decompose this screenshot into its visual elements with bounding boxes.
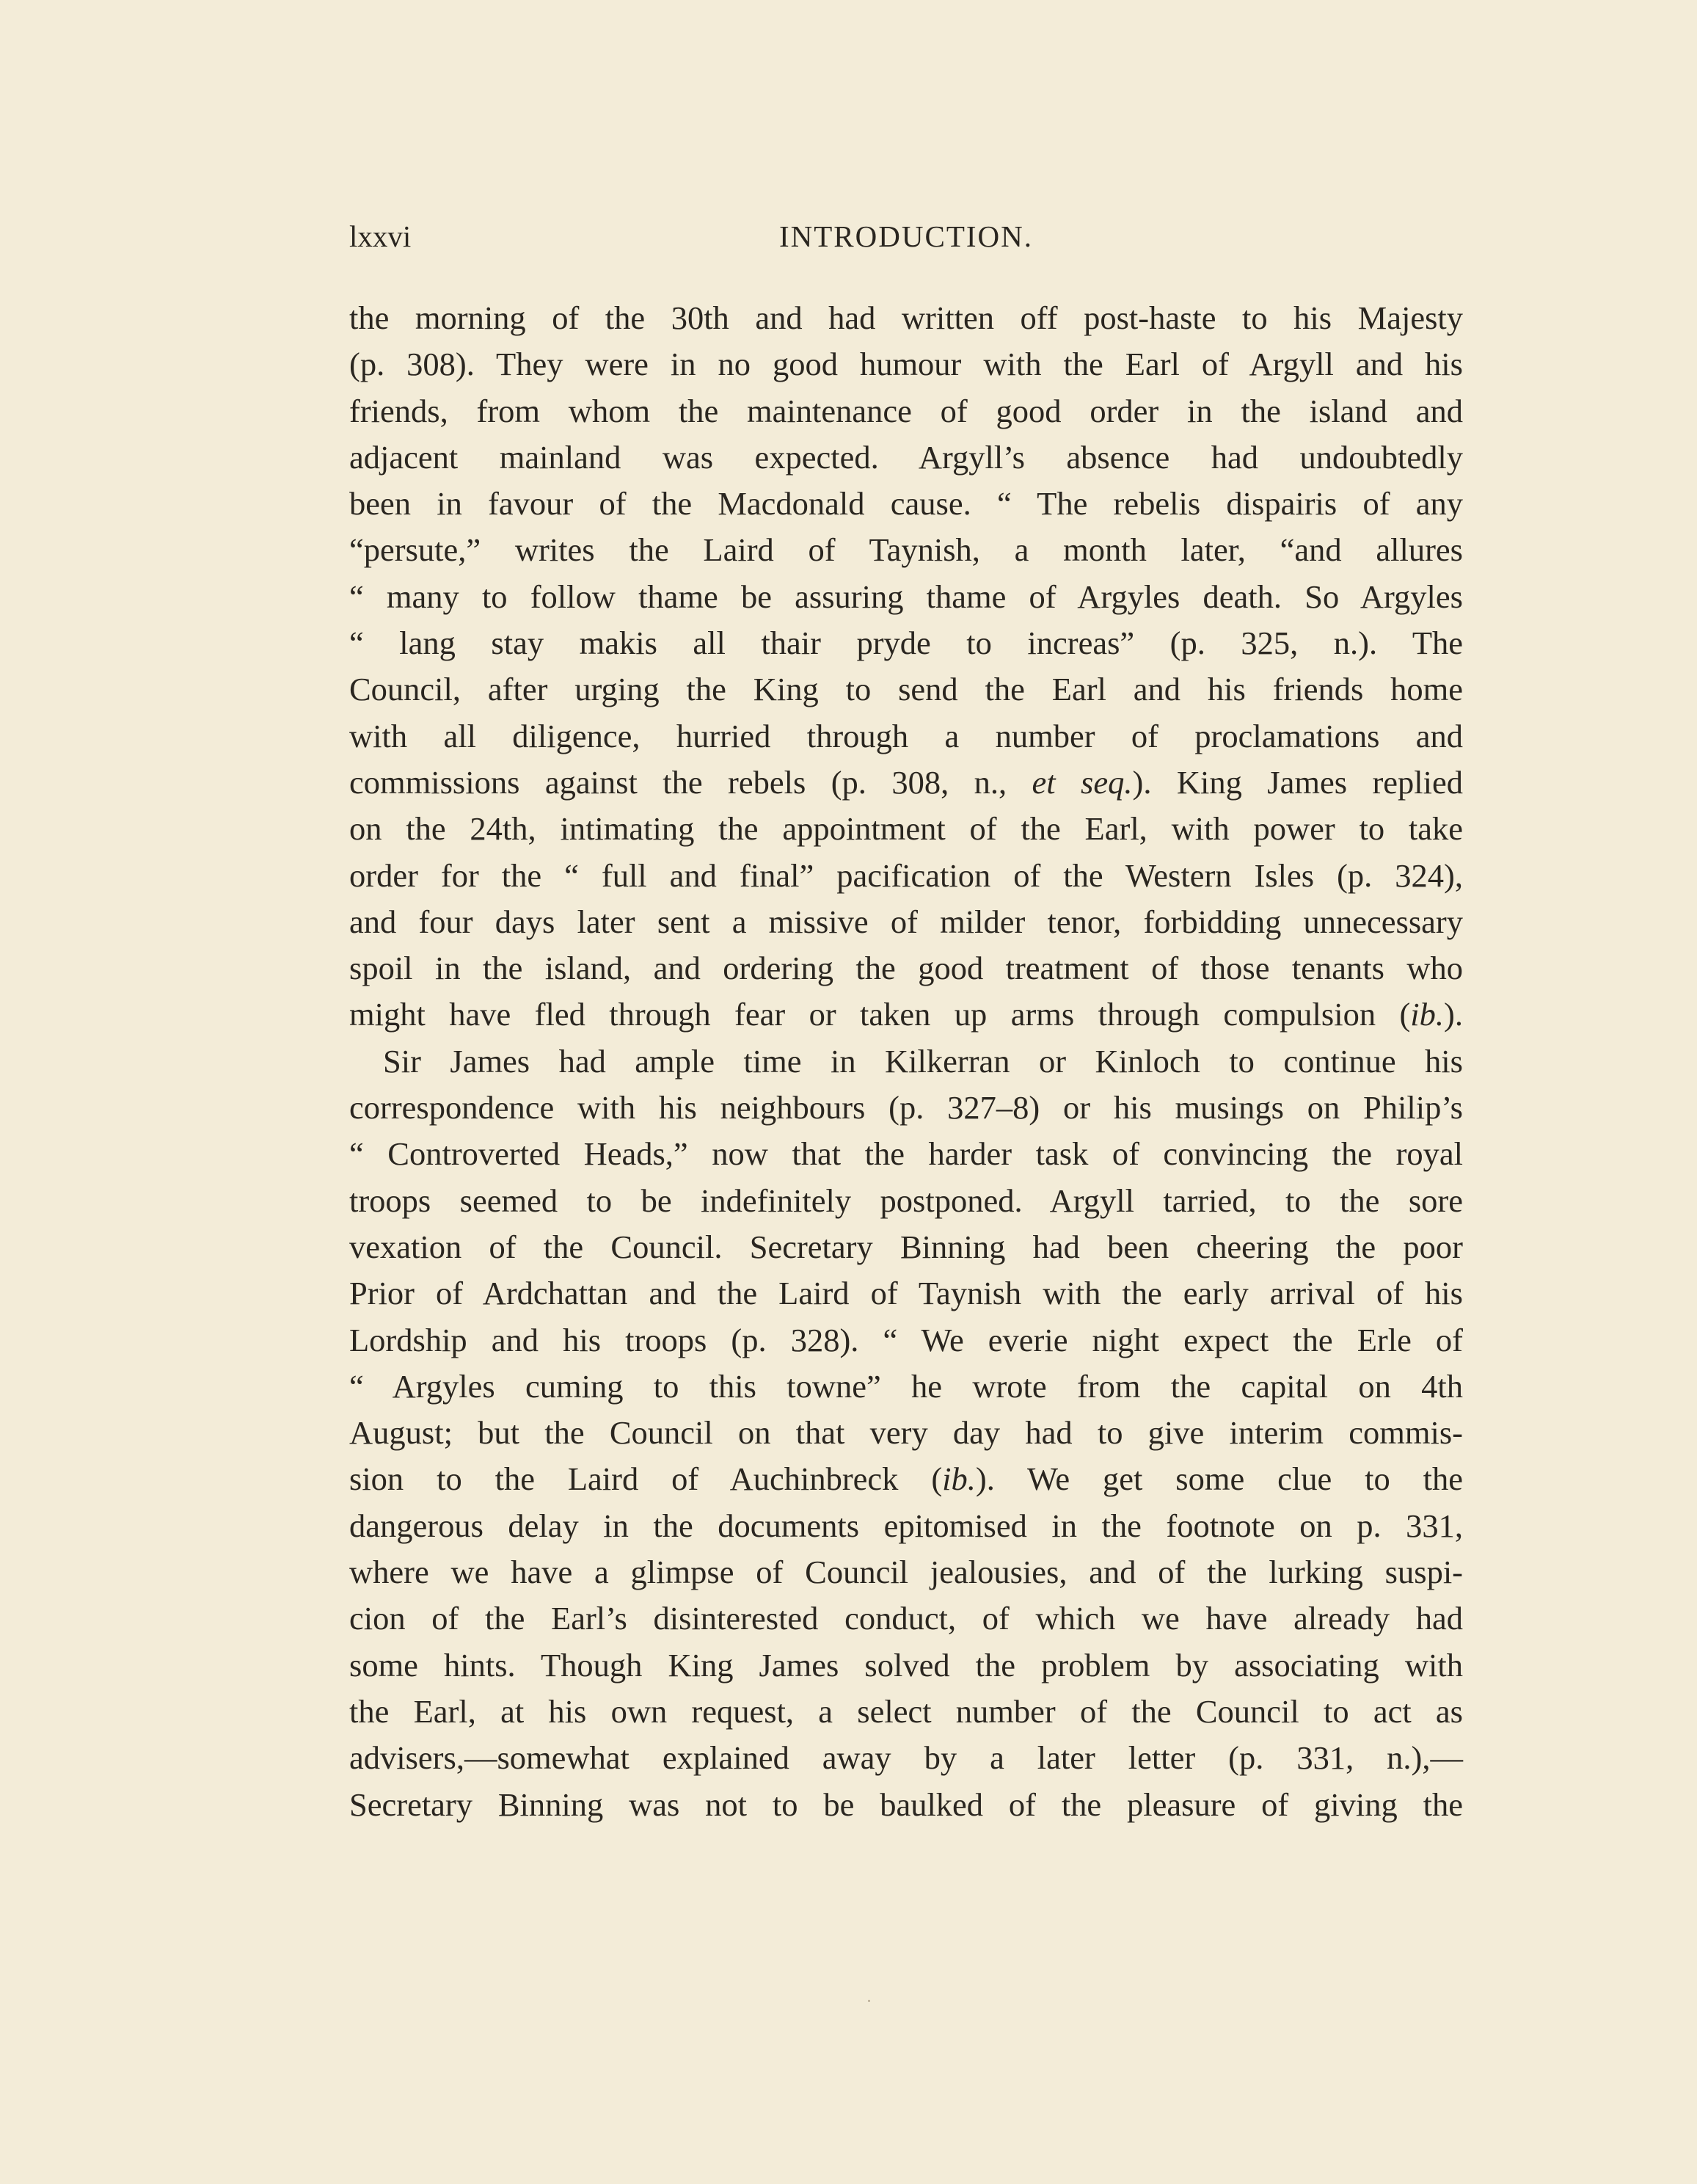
text-line: the Earl, at his own request, a select number of the Council to act as — [349, 1692, 1463, 1730]
text-line: the morning of the 30th and had written off post-haste to his Majesty — [349, 299, 1463, 336]
body-text — [349, 295, 1463, 1828]
text-line: sion to the Laird of Auchinbreck (ib.). We get some clue to the — [349, 1460, 1463, 1498]
text-line: adjacent mainland was expected. Argyll’s absence had undoubtedly — [349, 438, 1463, 476]
text-line: friends, from whom the maintenance of good order in the island and — [349, 392, 1463, 429]
page-number: lxxvi — [349, 219, 412, 253]
text-line: “persute,” writes the Laird of Taynish, a month later, “and allures — [349, 531, 1463, 569]
text-line: cion of the Earl’s disinterested conduct, of which we have already had — [349, 1600, 1463, 1637]
text-line: might have fled through fear or taken up arms through compulsion (ib.). — [349, 996, 1463, 1033]
text-line: “ lang stay makis all thair pryde to increas” (p. 325, n.). The — [349, 625, 1463, 662]
text-line: with all diligence, hurried through a number of proclamations and — [349, 717, 1463, 754]
text-line: some hints. Though King James solved the problem by associating with — [349, 1646, 1463, 1684]
text-line: Prior of Ardchattan and the Laird of Taynish with the early arrival of his — [349, 1275, 1463, 1312]
text-line: troops seemed to be indefinitely postponed. Argyll tarried, to the sore — [349, 1182, 1463, 1219]
text-line: Secretary Binning was not to be baulked of the pleasure of giving the — [349, 1786, 1463, 1823]
text-line: on the 24th, intimating the appointment of the Earl, with power to take — [349, 810, 1463, 848]
text-line: dangerous delay in the documents epitomised in the footnote on p. 331, — [349, 1507, 1463, 1544]
text-line: vexation of the Council. Secretary Binning had been cheering the poor — [349, 1228, 1463, 1265]
text-line: Lordship and his troops (p. 328). “ We everie night expect the Erle of — [349, 1321, 1463, 1358]
text-line: “ Controverted Heads,” now that the harder task of convincing the royal — [349, 1135, 1463, 1173]
text-line: advisers,—somewhat explained away by a later letter (p. 331, n.),— — [349, 1739, 1463, 1777]
text-line: (p. 308). They were in no good humour with the Earl of Argyll and his — [349, 346, 1463, 383]
text-line: and four days later sent a missive of milder tenor, forbidding unnecessary — [349, 903, 1463, 940]
text-line: “ Argyles cuming to this towne” he wrote from the capital on 4th — [349, 1367, 1463, 1405]
text-line: Sir James had ample time in Kilkerran or Kinloch to continue his — [383, 1042, 1463, 1080]
text-line: correspondence with his neighbours (p. 327–8) or his musings on Philip’s — [349, 1089, 1463, 1126]
text-line: order for the “ full and final” pacification of the Western Isles (p. 324), — [349, 856, 1463, 894]
text-line: spoil in the island, and ordering the good treatment of those tenants who — [349, 950, 1463, 987]
text-line: August; but the Council on that very day had to give interim commis- — [349, 1414, 1463, 1452]
text-line: where we have a glimpse of Council jealousies, and of the lurking suspi- — [349, 1554, 1463, 1591]
text-line: Council, after urging the King to send the Earl and his friends home — [349, 671, 1463, 708]
text-line: been in favour of the Macdonald cause. “ The rebelis dispairis of any — [349, 485, 1463, 523]
running-title: INTRODUCTION. — [779, 219, 1033, 253]
paper-speck — [868, 2000, 870, 2002]
text-line: “ many to follow thame be assuring thame of Argyles death. So Argyles — [349, 578, 1463, 615]
text-line: commissions against the rebels (p. 308, n., et seq.). King James replied — [349, 763, 1463, 801]
page-header — [349, 214, 1463, 258]
